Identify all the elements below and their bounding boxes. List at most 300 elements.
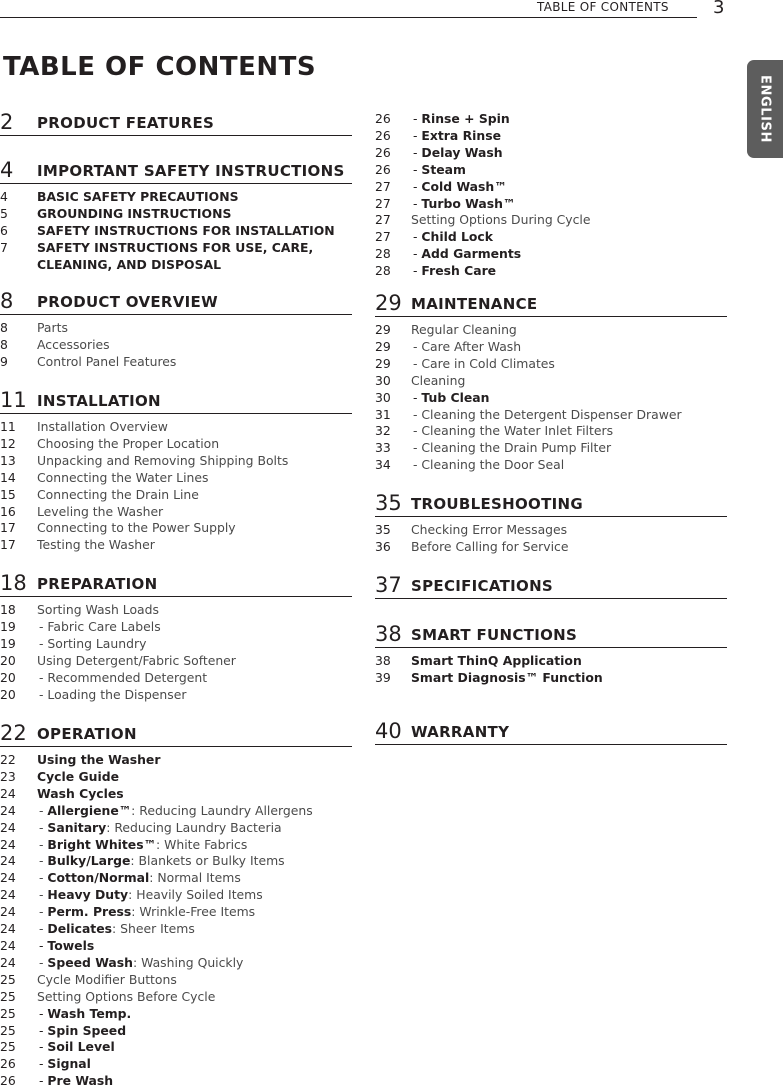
entry-text: - Care in Cold Climates [413, 355, 555, 371]
toc-entry-list [375, 111, 727, 280]
toc-entry-list [0, 189, 352, 274]
entry-bold-text: SAFETY INSTRUCTIONS FOR USE, CARE, CLEANING, AND DISPOSAL [37, 239, 314, 272]
entry-bold-text: Using the Washer [37, 752, 161, 767]
section-heading [375, 291, 727, 317]
entry-bold-text: Spin Speed [47, 1022, 127, 1038]
entry-prefix: - [39, 921, 48, 937]
toc-section[interactable] [375, 291, 727, 474]
section-heading [0, 721, 352, 747]
entry-page-number: 26 [0, 1073, 16, 1089]
toc-section[interactable] [375, 491, 727, 556]
toc-entry[interactable] [0, 636, 352, 653]
toc-entry[interactable] [375, 522, 727, 539]
entry-prefix: - [39, 904, 48, 920]
section-page-number: 2 [0, 110, 14, 134]
entry-page-number: 16 [0, 503, 16, 519]
entry-title [0, 786, 352, 803]
entry-page-number: 34 [375, 457, 391, 473]
toc-entry[interactable] [0, 189, 352, 206]
entry-title [0, 453, 352, 470]
entry-title [0, 921, 352, 938]
entry-page-number: 36 [375, 538, 391, 554]
entry-page-number: 4 [0, 189, 8, 204]
toc-entry[interactable] [0, 1023, 352, 1040]
entry-bold-text: Rinse + Spin [421, 111, 510, 126]
entry-page-number: 11 [0, 419, 16, 434]
entry-title [375, 263, 727, 280]
page-title: TABLE OF CONTENTS [3, 52, 317, 82]
entry-title [0, 354, 352, 371]
entry-title [375, 339, 727, 356]
section-heading [0, 289, 352, 315]
section-page-number: 11 [0, 388, 27, 412]
section-heading [0, 388, 352, 414]
entry-text: - Cleaning the Drain Pump Filter [413, 440, 612, 456]
toc-entry[interactable] [0, 520, 352, 537]
entry-title [0, 223, 352, 240]
entry-title [375, 423, 727, 440]
toc-section[interactable] [0, 158, 352, 274]
toc-entry[interactable] [0, 436, 352, 453]
entry-page-number: 13 [0, 452, 16, 468]
entry-title [0, 653, 352, 670]
section-heading [0, 110, 352, 136]
section-title: IMPORTANT SAFETY INSTRUCTIONS [37, 162, 345, 180]
entry-title [0, 1039, 352, 1056]
entry-title [0, 240, 352, 274]
toc-entry[interactable] [0, 687, 352, 704]
entry-bold-text: SAFETY INSTRUCTIONS FOR INSTALLATION [37, 222, 335, 238]
toc-entry[interactable] [0, 619, 352, 636]
toc-section[interactable] [0, 571, 352, 703]
entry-bold-text: Signal [47, 1056, 91, 1072]
entry-text: Cleaning [411, 372, 466, 388]
entry-page-number: 26 [375, 111, 391, 126]
entry-page-number: 5 [0, 205, 8, 221]
entry-bold-text: Bulky/Large [47, 853, 131, 869]
toc-entry[interactable] [375, 356, 727, 373]
toc-entry[interactable] [375, 670, 727, 687]
entry-page-number: 24 [0, 921, 16, 937]
entry-page-number: 24 [0, 904, 16, 920]
entry-page-number: 39 [375, 669, 391, 685]
entry-title [0, 769, 352, 786]
entry-title [0, 419, 352, 436]
entry-page-number: 8 [0, 336, 8, 352]
entry-bold-text: Smart Diagnosis™ Function [411, 669, 603, 685]
section-heading [0, 571, 352, 597]
entry-bold-text: Cycle Guide [37, 768, 119, 784]
toc-entry[interactable] [375, 111, 727, 128]
entry-page-number: 9 [0, 353, 8, 369]
entry-page-number: 27 [375, 229, 391, 245]
entry-title [0, 803, 352, 820]
entry-title [375, 356, 727, 373]
language-tab[interactable] [747, 60, 783, 158]
entry-text: : Wrinkle-Free Items [131, 904, 256, 920]
toc-entry[interactable] [0, 853, 352, 870]
entry-page-number: 17 [0, 520, 16, 536]
entry-text: - Loading the Dispenser [39, 686, 187, 702]
entry-text: : Blankets or Bulky Items [130, 853, 285, 869]
section-page-number: 35 [375, 491, 402, 515]
toc-entry[interactable] [375, 653, 727, 670]
entry-title [375, 212, 727, 229]
entry-bold-text: Cotton/Normal [47, 870, 150, 886]
entry-bold-text: Allergiene™ [47, 802, 132, 818]
entry-title [0, 853, 352, 870]
entry-page-number: 15 [0, 486, 16, 502]
entry-title [375, 111, 727, 128]
entry-page-number: 24 [0, 802, 16, 818]
entry-title [375, 390, 727, 407]
entry-page-number: 24 [0, 836, 16, 852]
section-title: MAINTENANCE [411, 295, 538, 313]
entry-bold-text: Bright Whites™ [47, 836, 156, 852]
section-page-number: 8 [0, 289, 14, 313]
toc-entry[interactable] [0, 653, 352, 670]
entry-title [375, 653, 727, 670]
entry-page-number: 29 [375, 355, 391, 371]
entry-title [375, 539, 727, 556]
toc-section[interactable] [0, 388, 352, 554]
toc-entry[interactable] [0, 989, 352, 1006]
toc-entry[interactable] [375, 322, 727, 339]
entry-title [375, 128, 727, 145]
entry-title [0, 320, 352, 337]
entry-page-number: 26 [375, 161, 391, 177]
entry-text: : Normal Items [149, 870, 241, 886]
entry-prefix: - [39, 1022, 48, 1038]
toc-entry[interactable] [375, 407, 727, 424]
toc-entry[interactable] [0, 938, 352, 955]
toc-entry[interactable] [0, 537, 352, 554]
entry-prefix: - [413, 111, 422, 126]
section-heading [375, 622, 727, 648]
toc-entry[interactable] [375, 440, 727, 457]
toc-entry-list [375, 322, 727, 474]
entry-prefix: - [413, 161, 422, 177]
toc-entry[interactable] [0, 1006, 352, 1023]
entry-title [375, 407, 727, 424]
entry-prefix: - [39, 870, 48, 886]
toc-entry[interactable] [0, 240, 352, 274]
entry-text: : White Fabrics [155, 836, 248, 852]
entry-text: - Sorting Laundry [39, 635, 147, 651]
entry-page-number: 23 [0, 768, 16, 784]
toc-entry[interactable] [0, 320, 352, 337]
entry-page-number: 19 [0, 618, 16, 634]
entry-text: Cycle Modifier Buttons [37, 971, 177, 987]
entry-page-number: 24 [0, 785, 16, 801]
entry-bold-text: GROUNDING INSTRUCTIONS [37, 205, 232, 221]
entry-text: Before Calling for Service [411, 538, 569, 554]
toc-section[interactable] [375, 622, 727, 687]
entry-text: Setting Options During Cycle [411, 212, 591, 228]
entry-title [0, 1006, 352, 1023]
section-heading [375, 491, 727, 517]
entry-bold-text: Perm. Press [47, 904, 132, 920]
entry-title [0, 837, 352, 854]
entry-page-number: 24 [0, 870, 16, 886]
entry-page-number: 7 [0, 239, 8, 255]
page-number: 3 [713, 0, 725, 18]
section-page-number: 29 [375, 291, 402, 315]
entry-page-number: 12 [0, 435, 16, 451]
toc-section[interactable] [0, 721, 352, 1090]
entry-bold-text: Extra Rinse [421, 127, 501, 143]
entry-page-number: 25 [0, 988, 16, 1004]
entry-bold-text: Delay Wash [421, 144, 503, 160]
toc-entry[interactable] [375, 423, 727, 440]
toc-entry-list [375, 522, 727, 556]
entry-title [0, 337, 352, 354]
toc-entry[interactable] [0, 887, 352, 904]
toc-entry-list [375, 653, 727, 687]
toc-entry[interactable] [0, 504, 352, 521]
entry-prefix: - [39, 836, 48, 852]
entry-prefix: - [39, 937, 48, 953]
entry-page-number: 28 [375, 246, 391, 262]
entry-bold-text: Wash Cycles [37, 785, 124, 801]
entry-title [375, 457, 727, 474]
toc-entry[interactable] [375, 246, 727, 263]
entry-bold-text: Heavy Duty [47, 887, 129, 903]
entry-page-number: 6 [0, 222, 8, 238]
toc-entry[interactable] [375, 196, 727, 213]
entry-page-number: 24 [0, 853, 16, 869]
toc-entry[interactable] [0, 769, 352, 786]
toc-entry[interactable] [0, 337, 352, 354]
entry-prefix: - [39, 802, 48, 818]
entry-page-number: 14 [0, 469, 16, 485]
entry-prefix: - [39, 853, 48, 869]
toc-entry-list [0, 419, 352, 554]
entry-prefix: - [39, 1073, 48, 1089]
entry-bold-text: Soil Level [47, 1039, 115, 1055]
toc-entry[interactable] [0, 453, 352, 470]
entry-page-number: 24 [0, 887, 16, 903]
toc-entry[interactable] [0, 803, 352, 820]
entry-page-number: 32 [375, 423, 391, 439]
toc-entry[interactable] [0, 670, 352, 687]
toc-entry[interactable] [375, 263, 727, 280]
entry-title [375, 322, 727, 339]
language-tab-label: ENGLISH [757, 75, 773, 143]
entry-text: Accessories [37, 336, 110, 352]
toc-entry[interactable] [0, 837, 352, 854]
entry-bold-text: Towels [47, 937, 95, 953]
entry-page-number: 25 [0, 1022, 16, 1038]
entry-text: Unpacking and Removing Shipping Bolts [37, 452, 289, 468]
toc-section[interactable] [0, 110, 352, 136]
entry-page-number: 35 [375, 522, 391, 537]
toc-entry[interactable] [0, 1056, 352, 1073]
toc-entry[interactable] [0, 786, 352, 803]
entry-bold-text: Speed Wash [47, 954, 133, 970]
entry-text: Choosing the Proper Location [37, 435, 220, 451]
toc-entry[interactable] [0, 419, 352, 436]
section-heading [0, 158, 352, 184]
entry-prefix: - [413, 389, 422, 405]
entry-text: Connecting to the Power Supply [37, 520, 236, 536]
section-heading [375, 719, 727, 745]
entry-text: - Cleaning the Detergent Dispenser Drawer [413, 406, 682, 422]
section-page-number: 37 [375, 573, 402, 597]
toc-entry[interactable] [0, 820, 352, 837]
entry-bold-text: Smart ThinQ Application [411, 653, 582, 668]
entry-page-number: 8 [0, 320, 8, 335]
entry-title [0, 636, 352, 653]
section-page-number: 38 [375, 622, 402, 646]
toc-entry[interactable] [0, 904, 352, 921]
toc-entry[interactable] [0, 470, 352, 487]
entry-bold-text: Delicates [47, 921, 113, 937]
entry-text: Using Detergent/Fabric Softener [37, 652, 236, 668]
entry-page-number: 26 [375, 144, 391, 160]
toc-section[interactable] [375, 573, 727, 599]
entry-title [0, 938, 352, 955]
entry-prefix: - [39, 819, 48, 835]
entry-text: Testing the Washer [37, 537, 155, 553]
toc-entry-list [0, 320, 352, 371]
entry-title [0, 887, 352, 904]
entry-page-number: 28 [375, 263, 391, 279]
entry-title [375, 145, 727, 162]
section-title: PRODUCT OVERVIEW [37, 293, 218, 311]
toc-entry[interactable] [0, 1073, 352, 1090]
toc-entry[interactable] [0, 972, 352, 989]
entry-text: : Sheer Items [112, 921, 195, 937]
section-title: PRODUCT FEATURES [37, 114, 215, 132]
toc-entry[interactable] [375, 145, 727, 162]
entry-text: Control Panel Features [37, 353, 177, 369]
entry-page-number: 27 [375, 195, 391, 211]
toc-entry[interactable] [375, 457, 727, 474]
toc-entry[interactable] [375, 212, 727, 229]
entry-text: Connecting the Drain Line [37, 486, 199, 502]
toc-entry[interactable] [0, 752, 352, 769]
entry-title [0, 820, 352, 837]
entry-title [0, 470, 352, 487]
entry-bold-text: Wash Temp. [47, 1005, 132, 1021]
toc-entry[interactable] [375, 179, 727, 196]
section-page-number: 40 [375, 719, 402, 743]
toc-entry[interactable] [375, 229, 727, 246]
entry-prefix: - [413, 127, 422, 143]
entry-title [375, 670, 727, 687]
entry-title [0, 1073, 352, 1090]
entry-page-number: 24 [0, 937, 16, 953]
entry-title [0, 189, 352, 206]
entry-title [375, 246, 727, 263]
section-title: PREPARATION [37, 575, 158, 593]
entry-page-number: 33 [375, 440, 391, 456]
entry-bold-text: Steam [421, 161, 466, 177]
toc-entry[interactable] [375, 373, 727, 390]
toc-entry[interactable] [375, 162, 727, 179]
entry-page-number: 22 [0, 752, 16, 767]
toc-entry[interactable] [0, 955, 352, 972]
header-rule [0, 17, 697, 18]
toc-section[interactable] [375, 719, 727, 745]
entry-title [0, 537, 352, 554]
entry-text: - Fabric Care Labels [39, 618, 161, 634]
entry-bold-text: Tub Clean [421, 389, 490, 405]
toc-entry[interactable] [375, 339, 727, 356]
toc-entry[interactable] [0, 354, 352, 371]
entry-title [375, 522, 727, 539]
entry-text: Regular Cleaning [411, 322, 517, 337]
toc-entry[interactable] [0, 870, 352, 887]
entry-title [0, 436, 352, 453]
section-title: OPERATION [37, 725, 137, 743]
entry-text: - Recommended Detergent [39, 669, 208, 685]
section-title: TROUBLESHOOTING [411, 495, 583, 513]
entry-bold-text: Add Garments [421, 246, 522, 262]
entry-page-number: 20 [0, 652, 16, 668]
entry-text: - Cleaning the Water Inlet Filters [413, 423, 614, 439]
toc-entry[interactable] [0, 223, 352, 240]
toc-entry[interactable] [0, 206, 352, 223]
entry-bold-text: Turbo Wash™ [421, 195, 516, 211]
toc-entry[interactable] [375, 390, 727, 407]
toc-section[interactable] [0, 289, 352, 371]
toc-entry[interactable] [0, 921, 352, 938]
entry-text: : Washing Quickly [133, 954, 244, 970]
toc-continued-list [375, 106, 727, 280]
entry-title [0, 1056, 352, 1073]
header-label: TABLE OF CONTENTS [537, 0, 669, 14]
entry-bold-text: BASIC SAFETY PRECAUTIONS [37, 189, 239, 204]
entry-page-number: 24 [0, 819, 16, 835]
entry-title [375, 162, 727, 179]
entry-text: Parts [37, 320, 68, 335]
entry-bold-text: Cold Wash™ [421, 178, 507, 194]
entry-text: - Care After Wash [413, 338, 522, 354]
entry-page-number: 30 [375, 389, 391, 405]
entry-text: Leveling the Washer [37, 503, 164, 519]
entry-page-number: 26 [375, 127, 391, 143]
entry-title [0, 687, 352, 704]
entry-page-number: 38 [375, 653, 391, 668]
entry-title [0, 955, 352, 972]
entry-page-number: 27 [375, 212, 391, 228]
entry-prefix: - [413, 195, 422, 211]
entry-title [0, 1023, 352, 1040]
toc-entry[interactable] [0, 487, 352, 504]
toc-entry[interactable] [375, 128, 727, 145]
entry-title [0, 752, 352, 769]
entry-title [0, 206, 352, 223]
entry-page-number: 19 [0, 635, 16, 651]
entry-text: : Reducing Laundry Bacteria [106, 819, 282, 835]
entry-prefix: - [413, 246, 422, 262]
entry-title [0, 602, 352, 619]
entry-title [0, 989, 352, 1006]
toc-entry[interactable] [375, 539, 727, 556]
entry-prefix: - [413, 229, 422, 245]
entry-prefix: - [39, 887, 48, 903]
entry-text: Connecting the Water Lines [37, 469, 209, 485]
entry-title [375, 229, 727, 246]
entry-page-number: 18 [0, 602, 16, 617]
entry-bold-text: Fresh Care [421, 263, 497, 279]
entry-page-number: 29 [375, 338, 391, 354]
entry-page-number: 24 [0, 954, 16, 970]
toc-entry[interactable] [0, 1039, 352, 1056]
toc-entry[interactable] [0, 602, 352, 619]
